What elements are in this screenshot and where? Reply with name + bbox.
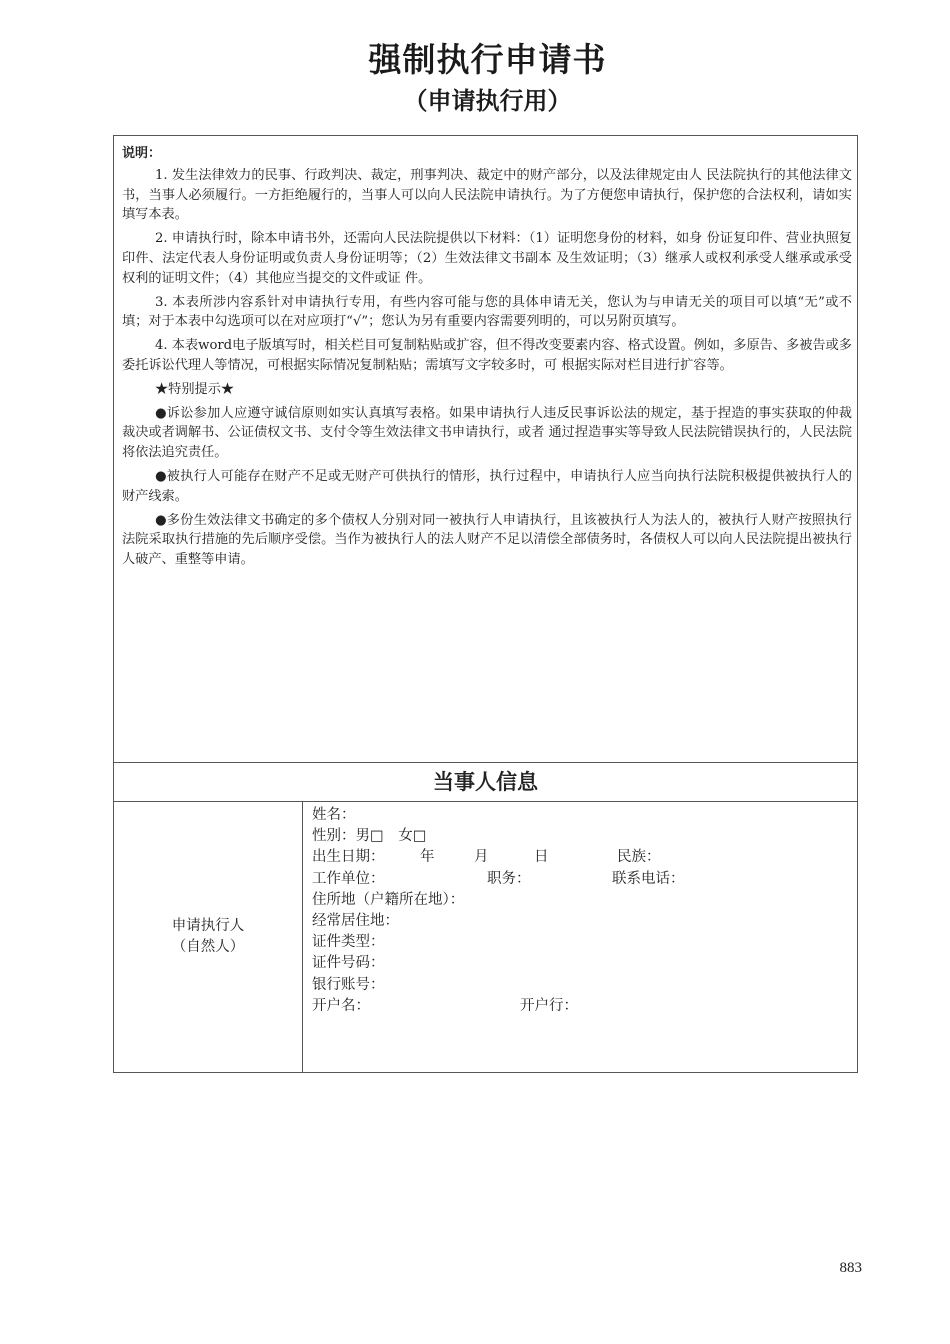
- page-number: 883: [839, 1260, 862, 1276]
- instructions-heading: 说明：: [122, 146, 162, 161]
- instructions-section: [122, 144, 852, 574]
- applicant-fields: [312, 805, 852, 1017]
- applicant-label-cell: [114, 801, 303, 1072]
- bank-account-field[interactable]: 银行账号：: [312, 976, 385, 993]
- notice-paragraph: ●诉讼参加人应遵守诚信原则如实认真填写表格。如果申请执行人违反民事诉讼法的规定，基于捏造的事实获取的仲裁裁决或者调解书、公证债权文书、支付令等生效法律文书申请执行，或者 通过捏造事实等导致人民法院错误执行的，人民法院将依法追究责任。: [122, 405, 852, 461]
- employer-field[interactable]: 工作单位：: [312, 870, 385, 887]
- page-subtitle: （申请执行用）: [403, 87, 572, 115]
- applicant-label: 申请执行人: [171, 917, 245, 934]
- instruction-paragraph: 4. 本表word电子版填写时，相关栏目可复制粘贴或扩容，但不得改变要素内容、格式设置。例如，多原告、多被告或多委托诉讼代理人等情况，可根据实际情况复制粘贴；需填写文字较多时，可 根据实际对栏目进行扩容等。: [122, 338, 852, 373]
- instruction-paragraph: 1. 发生法律效力的民事、行政判决、裁定，刑事判决、裁定中的财产部分，以及法律规定由人 民法院执行的其他法律文书，当事人必须履行。一方拒绝履行的，当事人可以向人民法院申请执行。为了方便您申请执行，保护您的合法权利，请如实填写本表。: [122, 167, 852, 223]
- birth-date-field[interactable]: 出生日期：: [312, 849, 385, 866]
- page-title: 强制执行申请书: [368, 40, 607, 79]
- phone-field[interactable]: 联系电话：: [612, 870, 685, 887]
- special-notice-heading: ★特别提示★: [155, 381, 235, 397]
- birth-month-label: 月: [474, 849, 489, 866]
- gender-field[interactable]: 性别：男□ 女□: [312, 828, 427, 845]
- notice-paragraph: ●多份生效法律文书确定的多个债权人分别对同一被执行人申请执行，且该被执行人为法人的，被执行人财产按照执行法院采取执行措施的先后顺序受偿。当作为被执行人的法人财产不足以清偿全部债务时，各债权人可以向人民法院提出被执行人破产、重整等申请。: [122, 512, 852, 568]
- application-form: [113, 135, 858, 1073]
- birth-day-label: 日: [534, 849, 549, 866]
- account-name-field[interactable]: 开户名：: [312, 997, 370, 1014]
- birth-year-label: 年: [420, 849, 435, 866]
- ethnicity-field[interactable]: 民族：: [617, 849, 661, 866]
- residence-field[interactable]: 经常居住地：: [312, 912, 399, 929]
- notice-paragraph: ●被执行人可能存在财产不足或无财产可供执行的情形，执行过程中，申请执行人应当向执行法院积极提供被执行人的财产线索。: [122, 468, 852, 504]
- applicant-type-label: （自然人）: [171, 938, 245, 955]
- id-type-field[interactable]: 证件类型：: [312, 934, 385, 951]
- bank-field[interactable]: 开户行：: [520, 997, 578, 1014]
- instruction-paragraph: 3. 本表所涉内容系针对申请执行专用，有些内容可能与您的具体申请无关，您认为与申请无关的项目可以填“无”或不填；对于本表中勾选项可以在对应项打“√”；您认为另有重要内容需要列明的，可以另附页填写。: [122, 294, 852, 330]
- id-number-field[interactable]: 证件号码：: [312, 955, 385, 972]
- position-field[interactable]: 职务：: [487, 870, 531, 887]
- instruction-paragraph: 2. 申请执行时，除本申请书外，还需向人民法院提供以下材料：（1）证明您身份的材料，如身 份证复印件、营业执照复印件、法定代表人身份证明或负责人身份证明等；（2）生效法律文书副本 及生效证明；（3）继承人或权利承受人继承或承受权利的证明文件；（4）其他应当提交的文件或证 件。: [122, 231, 852, 286]
- domicile-field[interactable]: 住所地（户籍所在地）：: [312, 891, 465, 908]
- party-info-header: 当事人信息: [114, 762, 857, 802]
- name-field[interactable]: 姓名：: [312, 807, 356, 823]
